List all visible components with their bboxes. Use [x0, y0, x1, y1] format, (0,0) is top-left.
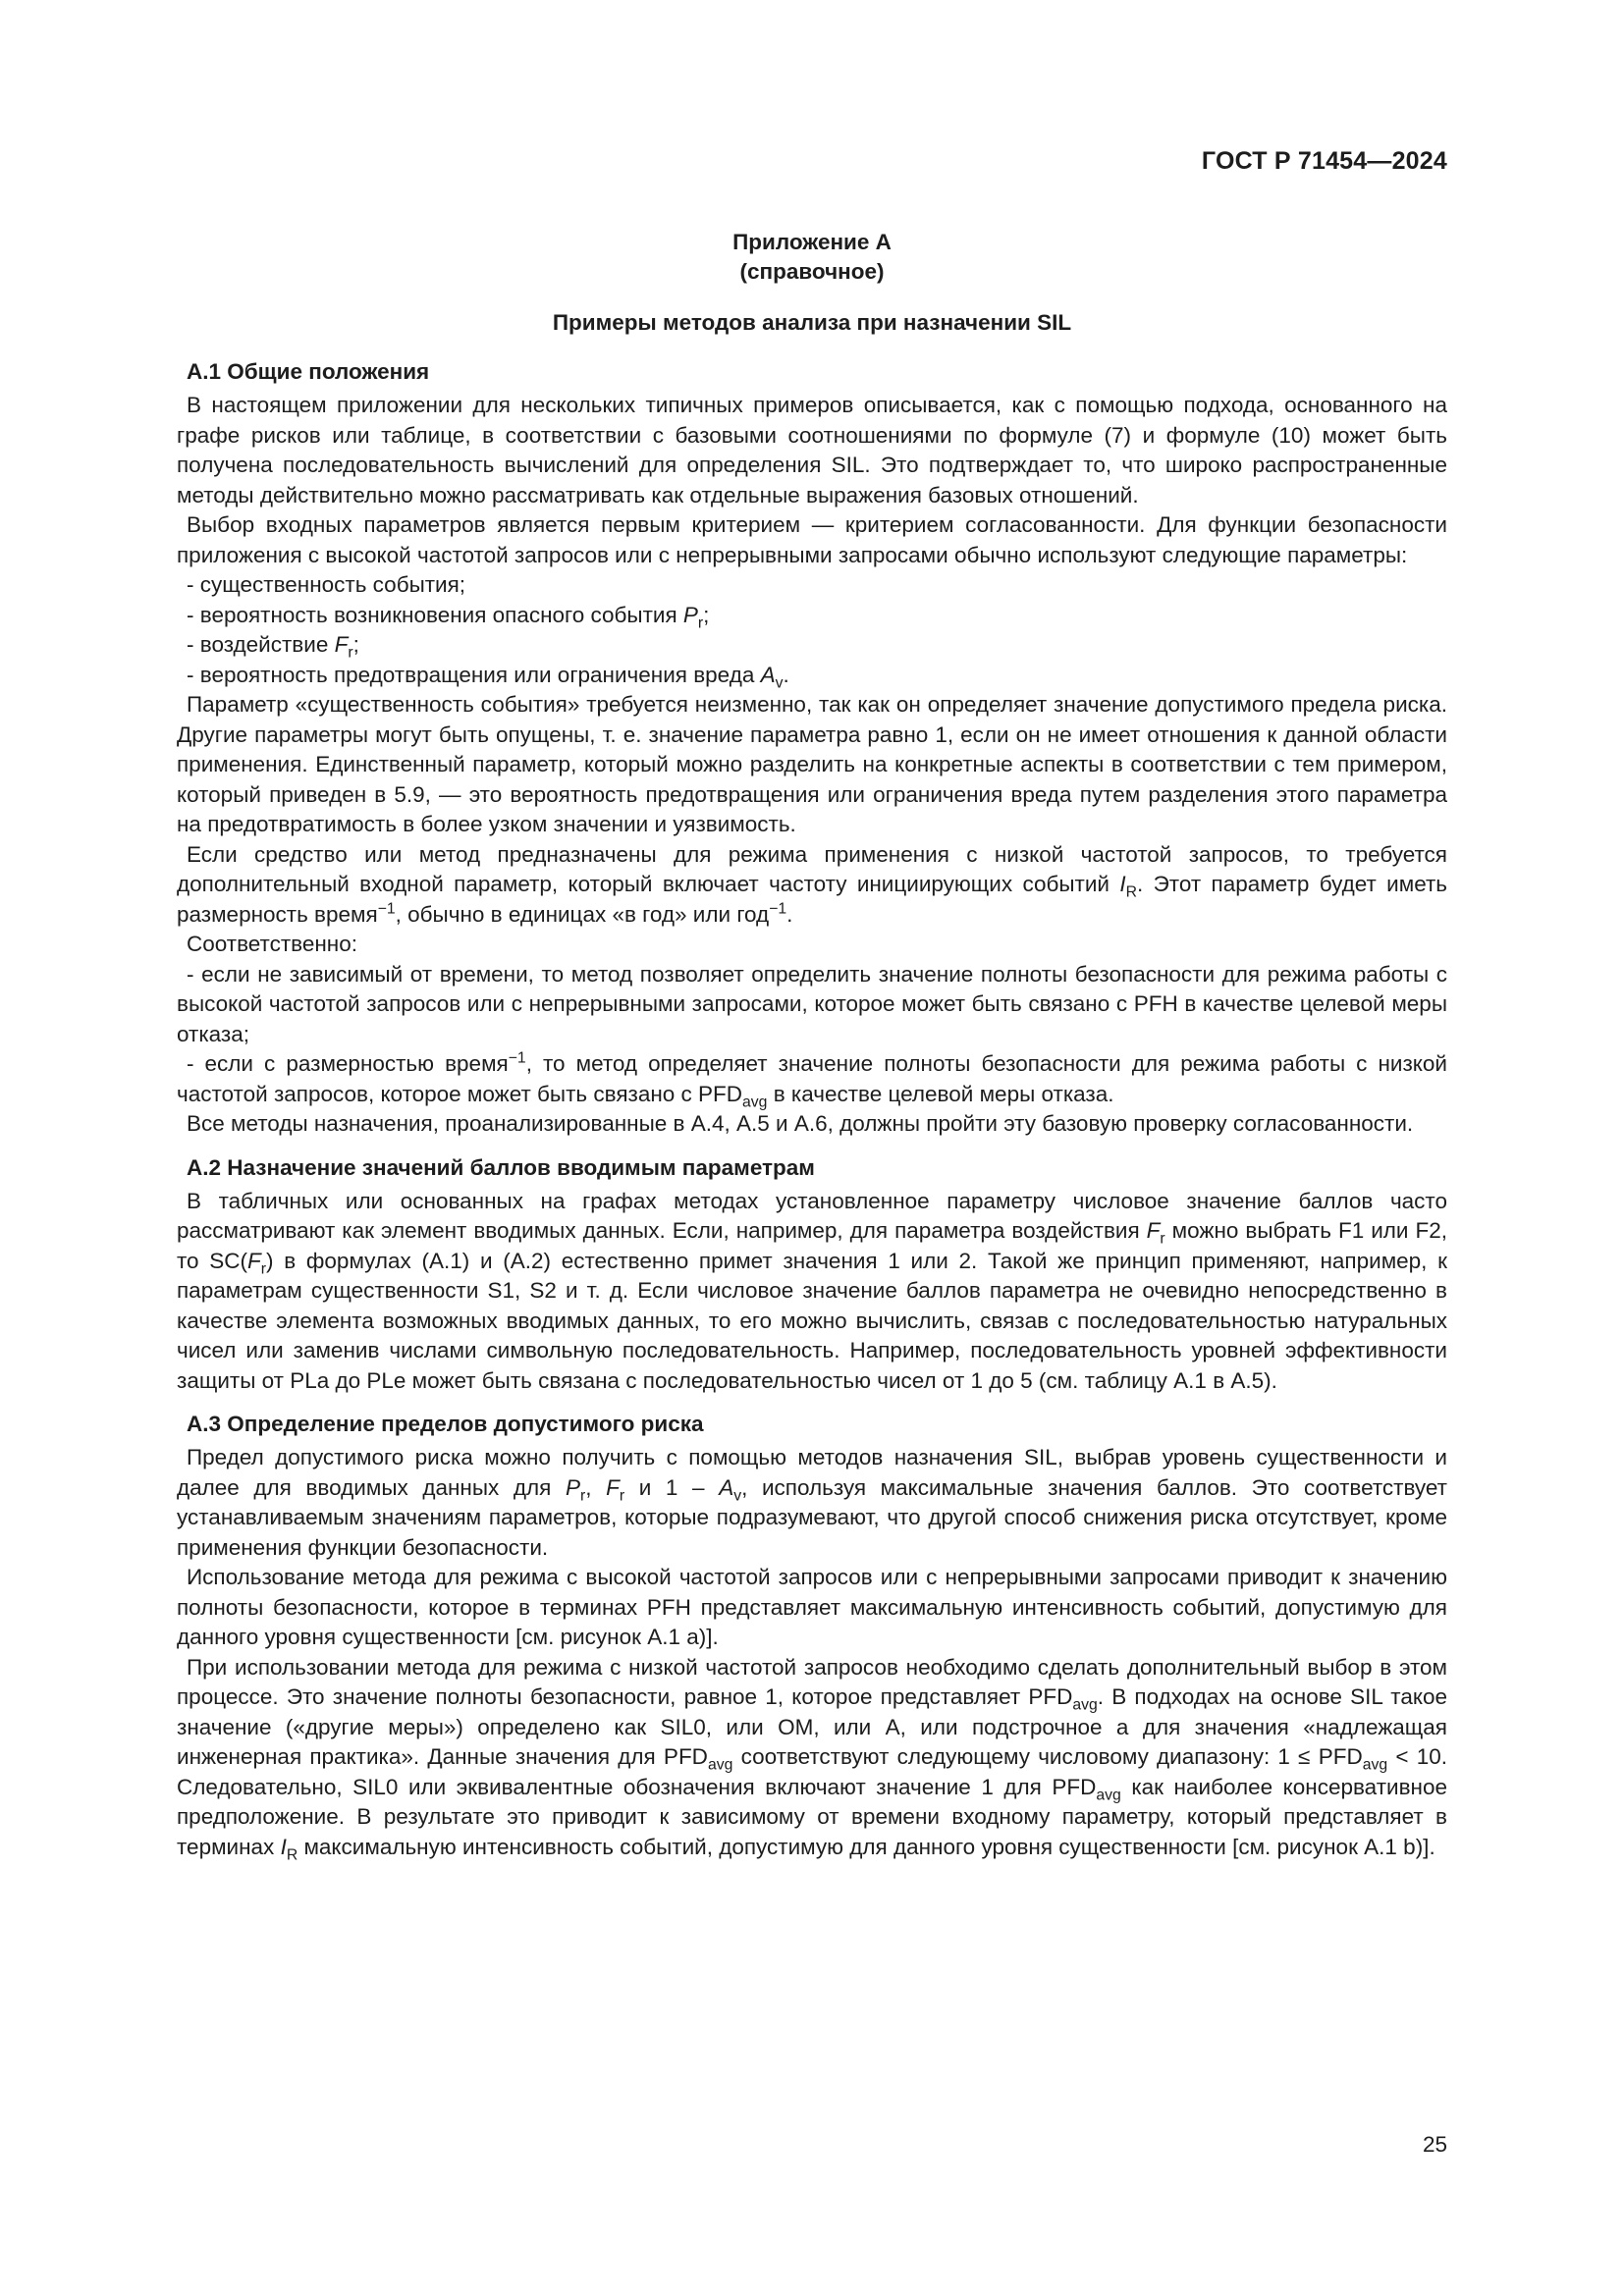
- paragraph: [177, 1443, 1447, 1563]
- italic-symbol: P: [565, 1474, 580, 1500]
- italic-symbol: F: [334, 632, 349, 657]
- text-run: - вероятность возникновения опасного события: [187, 602, 683, 627]
- paragraph: [177, 391, 1447, 510]
- list-item: [177, 601, 1447, 631]
- text-run: и 1 –: [624, 1474, 720, 1500]
- list-item: [177, 960, 1447, 1050]
- italic-symbol: I: [280, 1834, 287, 1859]
- italic-symbol: F: [1146, 1218, 1161, 1243]
- italic-symbol: F: [247, 1248, 261, 1273]
- subscript: avg: [1072, 1696, 1098, 1714]
- text-run: Использование метода для режима с высокой частотой запросов или с непрерывными запросами приводит к значению полноты безопасности, которое в терминах PFH представляет максимальную интенсивность событий, допустимую для данного уровня существенности [см. рисунок А.1 а)].: [177, 1565, 1447, 1649]
- text-run: ) в формулах (А.1) и (А.2) естественно примет значения 1 или 2. Такой же принцип применяют, например, к параметрам существенности S1, S2 и т. д. Если числовое значение баллов параметра не очевидно непосредственно в качестве элемента возможных вводимых данных, то его можно вычислить, связав с последовательностью натуральных чисел или заменив числами символьную последовательность. Например, последовательность уровней эффективности защиты от PLa до PLe может быть связана с последовательностью чисел от 1 до 5 (см. таблицу А.1 в А.5).: [177, 1248, 1447, 1393]
- superscript: −1: [508, 1049, 526, 1067]
- text-run: в качестве целевой меры отказа.: [767, 1081, 1114, 1106]
- text-run: - если с размерностью время: [187, 1051, 509, 1076]
- section-heading-a2: А.2 Назначение значений баллов вводимым параметрам: [187, 1154, 815, 1180]
- body-text: [177, 357, 1447, 1862]
- subscript: R: [286, 1846, 298, 1863]
- paragraph: [177, 1187, 1447, 1397]
- text-run: Если средство или метод предназначены для режима применения с низкой частотой запросов, то требуется дополнительный входной параметр, который включает частоту инициирующих событий: [177, 841, 1447, 896]
- italic-symbol: A: [760, 662, 776, 687]
- text-run: , используя максимальные значения баллов. Это соответствует устанавливаемым значениям параметров, которые подразумевают, что другой способ снижения риска отсутствует, кроме применения функции безопасности.: [177, 1474, 1447, 1560]
- subscript: r: [260, 1260, 267, 1277]
- subscript: v: [775, 674, 784, 691]
- text-run: ;: [703, 602, 710, 627]
- subscript: R: [1125, 883, 1138, 901]
- text-run: .: [783, 662, 789, 687]
- text-run: соответствуют следующему числовому диапазону: 1 ≤ PFD: [732, 1744, 1363, 1769]
- annex-label: Приложение А: [732, 230, 892, 254]
- paragraph: [177, 1653, 1447, 1863]
- text-run: .: [786, 901, 793, 927]
- paragraph: [177, 930, 1447, 960]
- text-run: - вероятность предотвращения или ограничения вреда: [187, 662, 761, 687]
- text-run: В настоящем приложении для нескольких типичных примеров описывается, как с помощью подхода, основанного на графе рисков или таблице, в соответствии с базовыми соотношениями по формуле (7) и формуле (10) может быть получена последовательность вычислений для определения SIL. Это подтверждает то, что широко распространенные методы действительно можно рассматривать как отдельные выражения базовых отношений.: [177, 393, 1447, 507]
- paragraph: [177, 690, 1447, 840]
- text-run: , то метод определяет значение полноты безопасности для режима работы с низкой частотой запросов, которое может быть связано с PFD: [177, 1051, 1447, 1106]
- text-run: как наиболее консервативное предположение. В результате это приводит к зависимому от времени входному параметру, который представляет в терминах: [177, 1774, 1447, 1859]
- text-run: Предел допустимого риска можно получить с помощью методов назначения SIL, выбрав уровень существенности и далее для вводимых данных для: [177, 1445, 1447, 1500]
- text-run: При использовании метода для режима с низкой частотой запросов необходимо сделать дополнительный выбор в этом процессе. Это значение полноты безопасности, равное 1, которое представляет PFD: [177, 1654, 1447, 1709]
- text-run: Все методы назначения, проанализированные в А.4, А.5 и А.6, должны пройти эту базовую проверку согласованности.: [187, 1111, 1414, 1136]
- text-run: . В подходах на основе SIL такое значение («другие меры») определено как SIL0, или OM, или A, или подстрочное a для значения «надлежащая инженерная практика». Данные значения для PFD: [177, 1684, 1447, 1769]
- list-item: [177, 1049, 1447, 1109]
- text-run: Соответственно:: [187, 932, 357, 956]
- text-run: - воздействие: [187, 632, 335, 657]
- text-run: . Этот параметр будет иметь размерность время: [177, 872, 1447, 927]
- subscript: avg: [707, 1756, 733, 1774]
- list-item: [177, 630, 1447, 661]
- paragraph: [177, 510, 1447, 570]
- section-heading-a1: А.1 Общие положения: [187, 359, 430, 384]
- annex-status: (справочное): [739, 259, 885, 284]
- text-run: ;: [352, 632, 359, 657]
- document-code: ГОСТ Р 71454—2024: [1201, 147, 1447, 175]
- subscript: avg: [1096, 1787, 1121, 1803]
- superscript: −1: [377, 899, 396, 917]
- text-run: - если не зависимый от времени, то метод позволяет определить значение полноты безопасности для режима работы с высокой частотой запросов или с непрерывными запросами, которое может быть связано с PFH в качестве целевой меры отказа;: [177, 961, 1447, 1046]
- superscript: −1: [769, 899, 787, 917]
- text-run: < 10. Следовательно, SIL0 или эквивалентные обозначения включают значение 1 для PFD: [177, 1744, 1447, 1799]
- text-run: - существенность события;: [187, 572, 466, 597]
- paragraph: [177, 1109, 1447, 1140]
- subscript: r: [619, 1487, 625, 1504]
- text-run: можно выбрать F1 или F2, то SC(: [177, 1218, 1447, 1273]
- text-run: ,: [585, 1474, 607, 1500]
- page-content: [177, 228, 1447, 1862]
- subscript: avg: [1362, 1756, 1388, 1774]
- subscript: avg: [742, 1094, 768, 1110]
- list-item: [177, 661, 1447, 691]
- subscript: r: [579, 1487, 586, 1504]
- subscript: r: [1160, 1230, 1165, 1248]
- italic-symbol: I: [1119, 872, 1126, 896]
- italic-symbol: A: [719, 1474, 734, 1500]
- text-run: , обычно в единицах «в год» или год: [395, 901, 770, 927]
- text-run: максимальную интенсивность событий, допустимую для данного уровня существенности [см. рисунок А.1 b)].: [298, 1834, 1435, 1859]
- paragraph: [177, 1563, 1447, 1653]
- annex-title: Примеры методов анализа при назначении SIL: [552, 310, 1072, 335]
- subscript: r: [697, 614, 704, 631]
- page-number: 25: [1422, 2132, 1447, 2157]
- italic-symbol: P: [682, 602, 698, 627]
- text-run: В табличных или основанных на графах методах установленное параметру числовое значение баллов часто рассматривают как элемент вводимых данных. Если, например, для параметра воздействия: [177, 1188, 1447, 1243]
- paragraph: [177, 840, 1447, 931]
- list-item: [177, 570, 1447, 601]
- italic-symbol: F: [606, 1474, 620, 1500]
- text-run: Выбор входных параметров является первым критерием — критерием согласованности. Для функции безопасности приложения с высокой частотой запросов или с непрерывными запросами обычно используют следующие параметры:: [177, 512, 1447, 567]
- subscript: v: [733, 1487, 742, 1504]
- section-heading-a3: А.3 Определение пределов допустимого риска: [187, 1412, 704, 1436]
- subscript: r: [348, 644, 353, 662]
- text-run: Параметр «существенность события» требуется неизменно, так как он определяет значение допустимого предела риска. Другие параметры могут быть опущены, т. е. значение параметра равно 1, если он не имеет отношения к данной области применения. Единственный параметр, который можно разделить на конкретные аспекты в соответствии с тем примером, который приведен в 5.9, — это вероятность предотвращения или ограничения вреда путем разделения этого параметра на предотвратимость в более узком значении и уязвимость.: [177, 692, 1447, 836]
